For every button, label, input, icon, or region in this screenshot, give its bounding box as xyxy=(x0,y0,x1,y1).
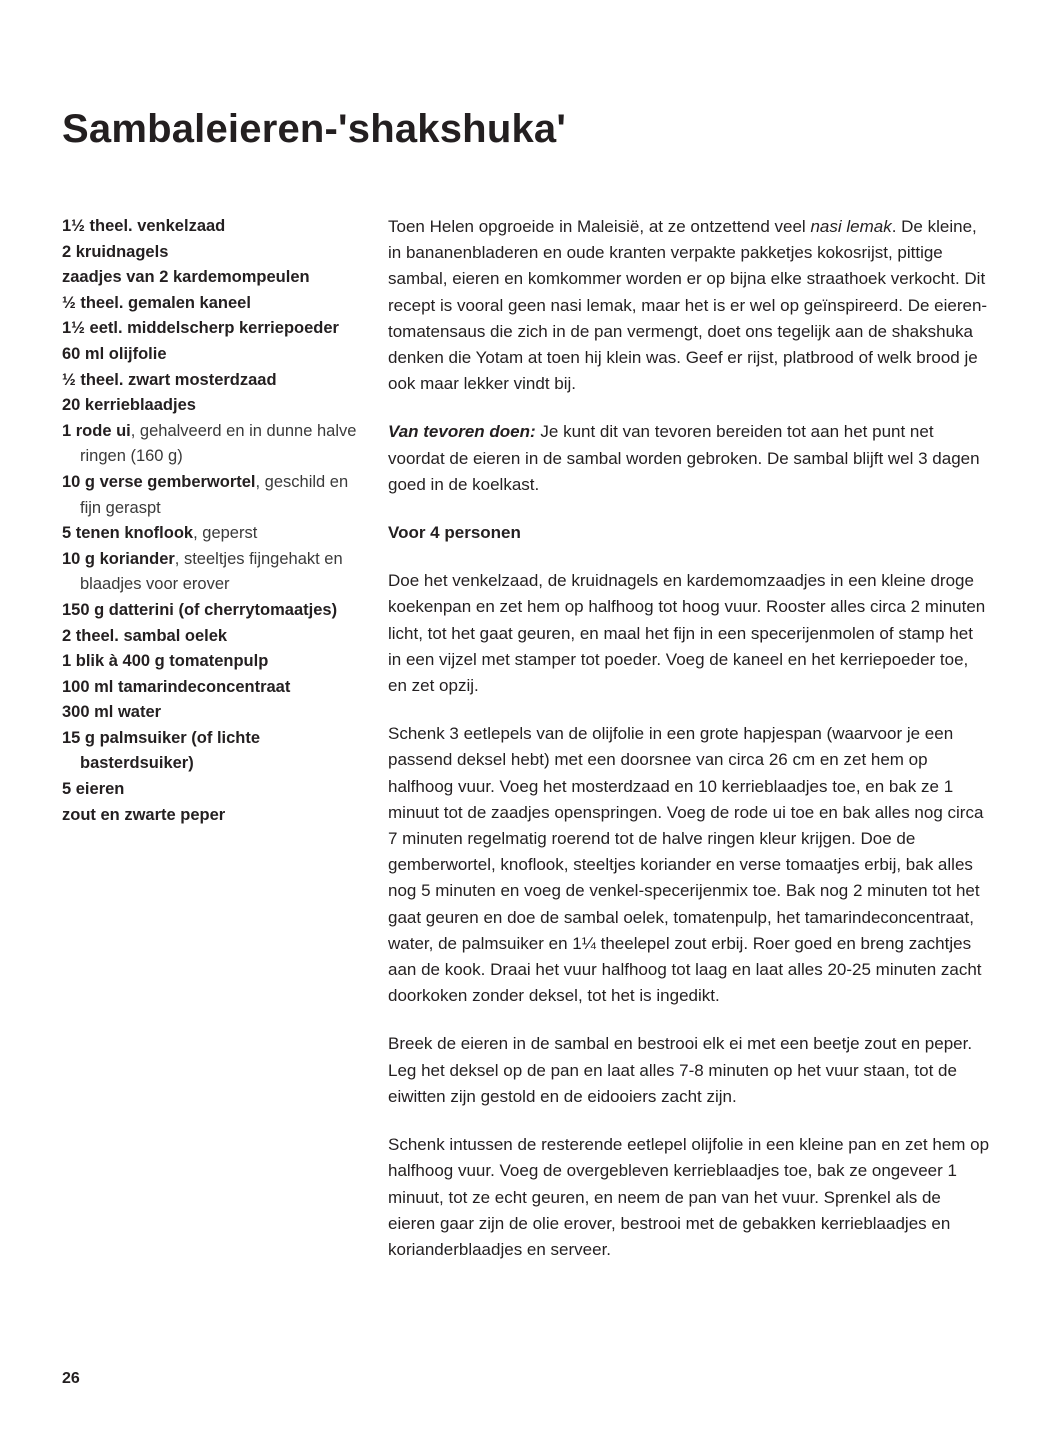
make-ahead-paragraph xyxy=(388,419,990,498)
ingredient-amount: ½ theel. zwart mosterdzaad xyxy=(62,370,277,389)
intro-text-before: Toen Helen opgroeide in Maleisië, at ze ontzettend veel xyxy=(388,217,811,236)
ingredient-amount: 60 ml olijfolie xyxy=(62,344,167,363)
make-ahead-label: Van tevoren doen: xyxy=(388,422,536,442)
page-title: Sambaleieren-'shakshuka' xyxy=(62,106,567,151)
serves-heading: Voor 4 personen xyxy=(388,523,521,543)
ingredient-amount: 15 g palmsuiker (of lichte basterdsuiker) xyxy=(62,728,261,773)
ingredient-item xyxy=(62,726,357,777)
method-column xyxy=(388,214,990,1263)
ingredient-amount: 150 g datterini (of cherrytomaatjes) xyxy=(62,600,338,619)
ingredient-item xyxy=(62,291,357,317)
ingredient-amount: 20 kerrieblaadjes xyxy=(62,396,196,415)
ingredient-item xyxy=(62,521,357,547)
ingredient-item xyxy=(62,777,357,803)
ingredient-note: , steeltjes fijngehakt en blaadjes voor erover xyxy=(80,549,343,594)
ingredient-note: , geschild en fijn geraspt xyxy=(80,472,349,517)
ingredient-item xyxy=(62,700,357,726)
page-number: 26 xyxy=(62,1370,80,1387)
ingredient-amount: 1½ eetl. middelscherp kerriepoeder xyxy=(62,319,339,338)
ingredient-amount: zout en zwarte peper xyxy=(62,805,226,824)
intro-text-after: . De kleine, in bananenbladeren en oude kranten verpakte pakketjes kokosrijst, pittige sambal, eieren en komkommer worden er op bijna elke straathoek verkocht. Dit recept is vooral geen nasi lemak, maar het is er wel op geïnspireerd. De eieren-tomatensaus die zich in de pan vermengt, doet ons tegelijk aan de shakshuka denken die Yotam at toen hij klein was. Geef er rijst, platbrood of welk brood je ook maar lekker vindt bij. xyxy=(388,217,988,394)
ingredient-amount: 1 blik à 400 g tomatenpulp xyxy=(62,652,269,671)
ingredients-list xyxy=(62,214,357,828)
ingredient-note: , gehalveerd en in dunne halve ringen (160 g) xyxy=(80,421,357,466)
ingredient-item xyxy=(62,624,357,650)
ingredient-item xyxy=(62,316,357,342)
ingredient-amount: 1½ theel. venkelzaad xyxy=(62,217,226,235)
method-step: Doe het venkelzaad, de kruidnagels en kardemomzaadjes in een kleine droge koekenpan en zet hem op halfhoog tot hoog vuur. Rooster alles circa 2 minuten licht, tot het gaat geuren, en maal het fijn in een specerijenmolen of stamp het in een vijzel met stamper tot poeder. Voeg de kaneel en het kerriepoeder toe, en zet opzij. xyxy=(388,571,986,696)
ingredient-amount: 2 kruidnagels xyxy=(62,242,169,261)
method-step: Schenk intussen de resterende eetlepel olijfolie in een kleine pan en zet hem op halfhoog vuur. Voeg de overgebleven kerrieblaadjes toe, bak ze ongeveer 1 minuut, tot ze echt geuren, en neem de pan van het vuur. Sprenkel als de eieren gaar zijn de olie erover, bestrooi met de gebakken kerrieblaadjes en korianderblaadjes en serveer. xyxy=(388,1135,990,1259)
ingredient-item xyxy=(62,649,357,675)
ingredient-item xyxy=(62,342,357,368)
method-step: Schenk 3 eetlepels van de olijfolie in een grote hapjespan (waarvoor je een passend deksel hebt) met een doorsnee van circa 26 cm en zet hem op halfhoog vuur. Voeg het mosterdzaad en 10 kerrieblaadjes toe, en bak ze 1 minuut tot de zaadjes openspringen. Voeg de rode ui toe en bak alles nog circa 7 minuten regelmatig roerend tot de halve ringen kleur krijgen. Doe de gemberwortel, knoflook, steeltjes koriander en verse tomaatjes erbij, bak alles nog 5 minuten en voeg de venkel-specerijenmix toe. Bak nog 2 minuten tot het gaat geuren en doe de sambal oelek, tomatenpulp, het tamarindeconcentraat, water, de palmsuiker en 1¼ theelepel zout erbij. Roer goed en breng zachtjes aan de kook. Draai het vuur halfhoog tot laag en laat alles 20-25 minuten zacht doorkoken zonder deksel, tot het is ingedikt. xyxy=(388,724,984,1006)
ingredient-amount: 5 tenen knoflook xyxy=(62,524,194,543)
ingredient-amount: 10 g koriander xyxy=(62,549,175,568)
ingredient-amount: 1 rode ui xyxy=(62,421,131,440)
ingredient-item xyxy=(62,265,357,291)
intro-paragraph xyxy=(388,214,990,397)
intro-italic-term: nasi lemak xyxy=(810,217,892,236)
ingredient-item xyxy=(62,393,357,419)
ingredient-item xyxy=(62,368,357,394)
ingredient-item xyxy=(62,419,357,470)
ingredient-item xyxy=(62,240,357,266)
ingredient-item xyxy=(62,675,357,701)
ingredient-amount: 10 g verse gemberwortel xyxy=(62,472,256,491)
ingredient-item xyxy=(62,214,357,240)
ingredient-note: , geperst xyxy=(193,524,258,543)
ingredient-item xyxy=(62,803,357,829)
ingredient-amount: 300 ml water xyxy=(62,703,162,722)
ingredient-amount: ½ theel. gemalen kaneel xyxy=(62,293,251,312)
method-step: Breek de eieren in de sambal en bestrooi elk ei met een beetje zout en peper. Leg het deksel op de pan en laat alles 7-8 minuten op het vuur staan, tot de eiwitten zijn gestold en de eidooiers zacht zijn. xyxy=(388,1034,973,1106)
ingredient-item xyxy=(62,598,357,624)
ingredient-amount: 5 eieren xyxy=(62,780,125,799)
ingredient-amount: 100 ml tamarindeconcentraat xyxy=(62,677,291,696)
ingredient-item xyxy=(62,547,357,598)
ingredient-amount: 2 theel. sambal oelek xyxy=(62,626,228,645)
make-ahead-text: Je kunt dit van tevoren bereiden tot aan het punt net voordat de eieren in de sambal worden gebroken. De sambal blijft wel 3 dagen goed in de koelkast. xyxy=(388,422,980,494)
ingredient-item xyxy=(62,470,357,521)
ingredient-amount: zaadjes van 2 kardemompeulen xyxy=(62,268,310,287)
